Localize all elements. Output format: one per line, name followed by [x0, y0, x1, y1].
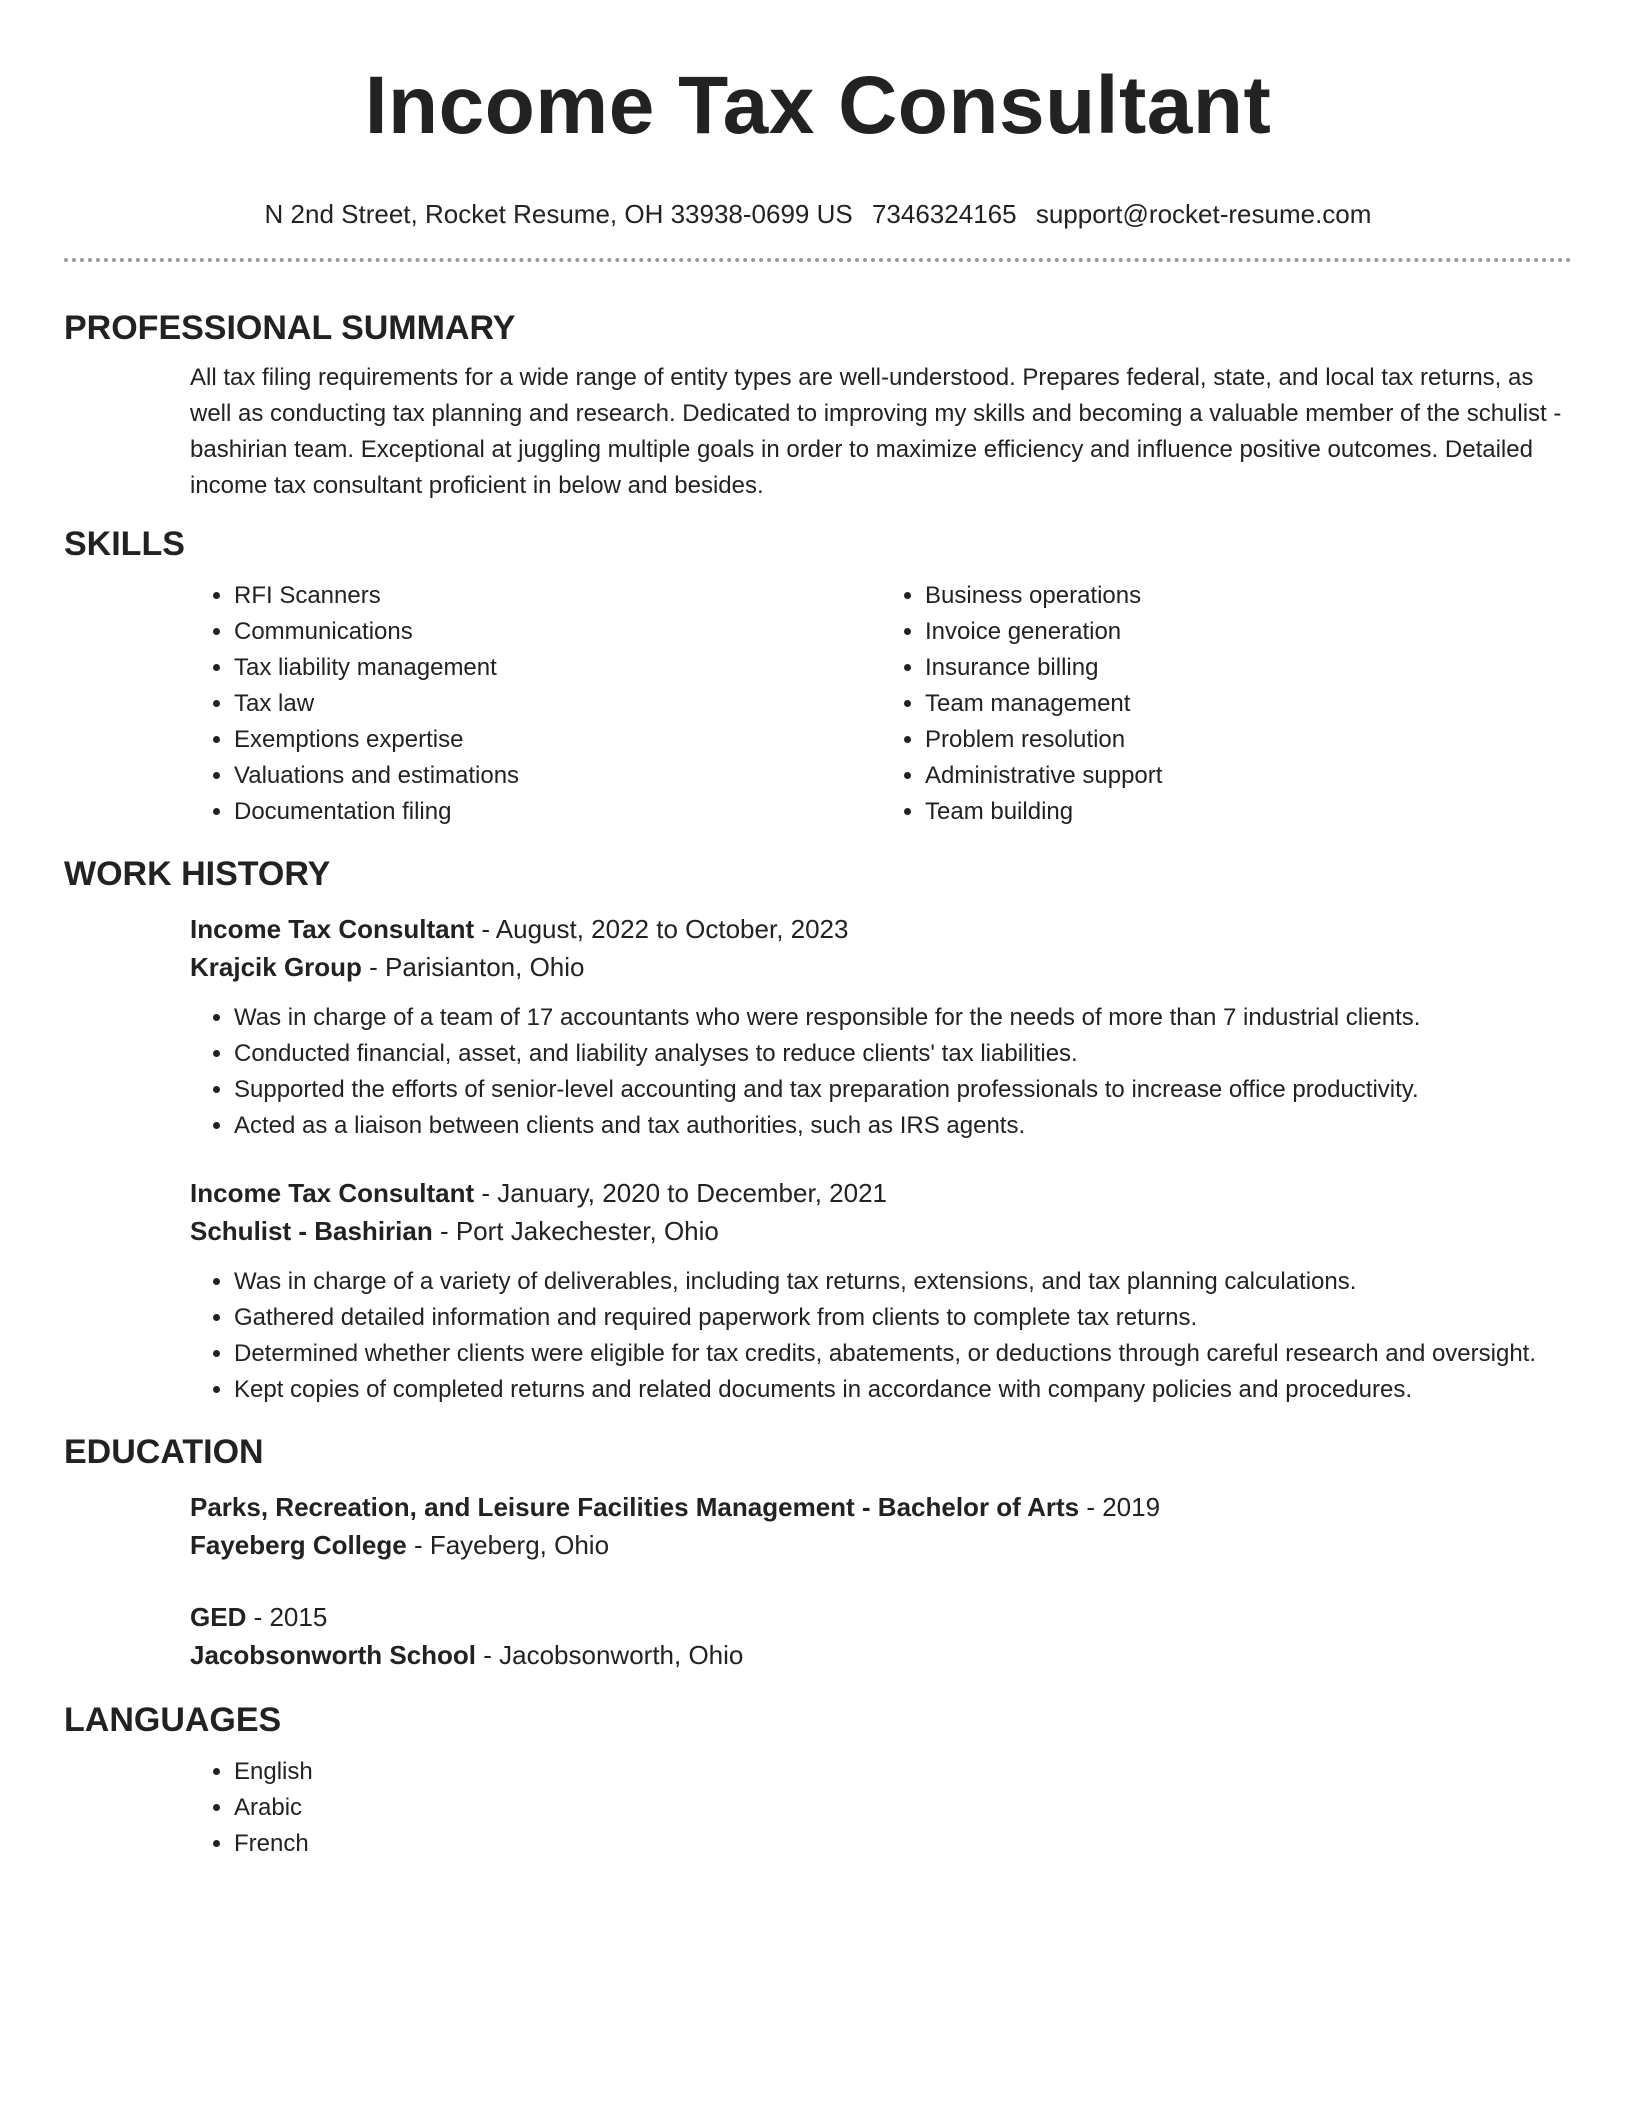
job-bullet: • Conducted financial, asset, and liability analyses to reduce clients' tax liabilities.	[234, 1036, 1572, 1072]
job-company-line	[190, 948, 1572, 986]
summary-text: All tax filing requirements for a wide range of entity types are well-understood. Prepares federal, state, and local tax returns, as well as conducting tax planning and research. Dedicated to improving my skills and becoming a valuable member of the schulist - bashirian team. Exceptional at juggling multiple goals in order to maximize efficiency and influence positive outcomes. Detailed income tax consultant proficient in below and besides.	[190, 364, 1562, 499]
resume-name: Income Tax Consultant	[364, 60, 1272, 151]
section-title-work: WORK HISTORY	[64, 855, 331, 893]
section-title-languages: LANGUAGES	[64, 1701, 282, 1739]
contact-line	[64, 198, 1572, 230]
section-title-education: EDUCATION	[64, 1433, 264, 1471]
education-location: - Fayeberg, Ohio	[406, 1530, 610, 1560]
job-company: Schulist - Bashirian	[190, 1216, 433, 1246]
job-location: - Parisianton, Ohio	[361, 952, 585, 982]
job-bullet: • Determined whether clients were eligible for tax credits, abatements, or deductions through careful research and oversight.	[234, 1336, 1572, 1372]
contact-phone: 7346324165	[871, 199, 1017, 229]
section-title-skills: SKILLS	[64, 525, 185, 563]
job-bullets	[190, 1000, 1572, 1144]
education-location: - Jacobsonworth, Ohio	[476, 1640, 744, 1670]
skills-section	[64, 522, 1572, 830]
education-degree-line	[190, 1598, 1572, 1636]
education-degree: GED	[190, 1602, 247, 1632]
contact-email[interactable]: support@rocket-resume.com	[1035, 199, 1372, 229]
education-entry	[190, 1598, 1572, 1674]
education-entry	[190, 1488, 1572, 1564]
skill-item: • Problem resolution	[925, 722, 1572, 758]
job-bullet: • Was in charge of a variety of deliverables, including tax returns, extensions, and tax planning calculations.	[234, 1264, 1572, 1300]
skill-item: • Team management	[925, 686, 1572, 722]
languages-list	[190, 1754, 1572, 1862]
skills-list-left	[190, 578, 881, 830]
section-title-summary: PROFESSIONAL SUMMARY	[64, 309, 516, 347]
job-title-line	[190, 1174, 1572, 1212]
skill-item: • Insurance billing	[925, 650, 1572, 686]
skill-item: • Team building	[925, 794, 1572, 830]
skill-item: • Administrative support	[925, 758, 1572, 794]
job-dates: - January, 2020 to December, 2021	[474, 1178, 887, 1208]
job-dates: - August, 2022 to October, 2023	[474, 914, 849, 944]
language-item: • English	[234, 1754, 1572, 1790]
skill-item: • Tax liability management	[234, 650, 881, 686]
job-company: Krajcik Group	[190, 952, 362, 982]
language-item: • French	[234, 1826, 1572, 1862]
education-degree: Parks, Recreation, and Leisure Facilities Management - Bachelor of Arts	[190, 1492, 1080, 1522]
job-bullet: • Kept copies of completed returns and related documents in accordance with company policies and procedures.	[234, 1372, 1572, 1408]
skill-item: • Invoice generation	[925, 614, 1572, 650]
job-bullets	[190, 1264, 1572, 1408]
skill-item: • Valuations and estimations	[234, 758, 881, 794]
contact-address: N 2nd Street, Rocket Resume, OH 33938-0699 US	[264, 199, 853, 229]
summary-section	[64, 306, 1572, 504]
job-company-line	[190, 1212, 1572, 1250]
skill-item: • Tax law	[234, 686, 881, 722]
skill-item: • Business operations	[925, 578, 1572, 614]
education-section	[64, 1430, 1572, 1674]
languages-section	[64, 1698, 1572, 1862]
education-school-line	[190, 1636, 1572, 1674]
resume-page	[64, 0, 1572, 1862]
work-section	[64, 852, 1572, 1408]
education-year: - 2019	[1079, 1492, 1161, 1522]
education-school: Fayeberg College	[190, 1530, 407, 1560]
job-bullet: • Was in charge of a team of 17 accountants who were responsible for the needs of more than 7 industrial clients.	[234, 1000, 1572, 1036]
language-item: • Arabic	[234, 1790, 1572, 1826]
education-school-line	[190, 1526, 1572, 1564]
job-bullet: • Acted as a liaison between clients and tax authorities, such as IRS agents.	[234, 1108, 1572, 1144]
education-school: Jacobsonworth School	[190, 1640, 477, 1670]
job-entry	[190, 910, 1572, 1144]
job-entry	[190, 1174, 1572, 1408]
education-degree-line	[190, 1488, 1572, 1526]
job-role: Income Tax Consultant	[190, 914, 475, 944]
skill-item: • Exemptions expertise	[234, 722, 881, 758]
header-divider	[64, 258, 1572, 262]
job-bullet: • Supported the efforts of senior-level accounting and tax preparation professionals to increase office productivity.	[234, 1072, 1572, 1108]
job-bullet: • Gathered detailed information and required paperwork from clients to complete tax returns.	[234, 1300, 1572, 1336]
skills-list-right	[881, 578, 1572, 830]
job-location: - Port Jakechester, Ohio	[432, 1216, 719, 1246]
skill-item: • RFI Scanners	[234, 578, 881, 614]
job-title-line	[190, 910, 1572, 948]
skill-item: • Documentation filing	[234, 794, 881, 830]
job-role: Income Tax Consultant	[190, 1178, 475, 1208]
education-year: - 2015	[246, 1602, 328, 1632]
skill-item: • Communications	[234, 614, 881, 650]
